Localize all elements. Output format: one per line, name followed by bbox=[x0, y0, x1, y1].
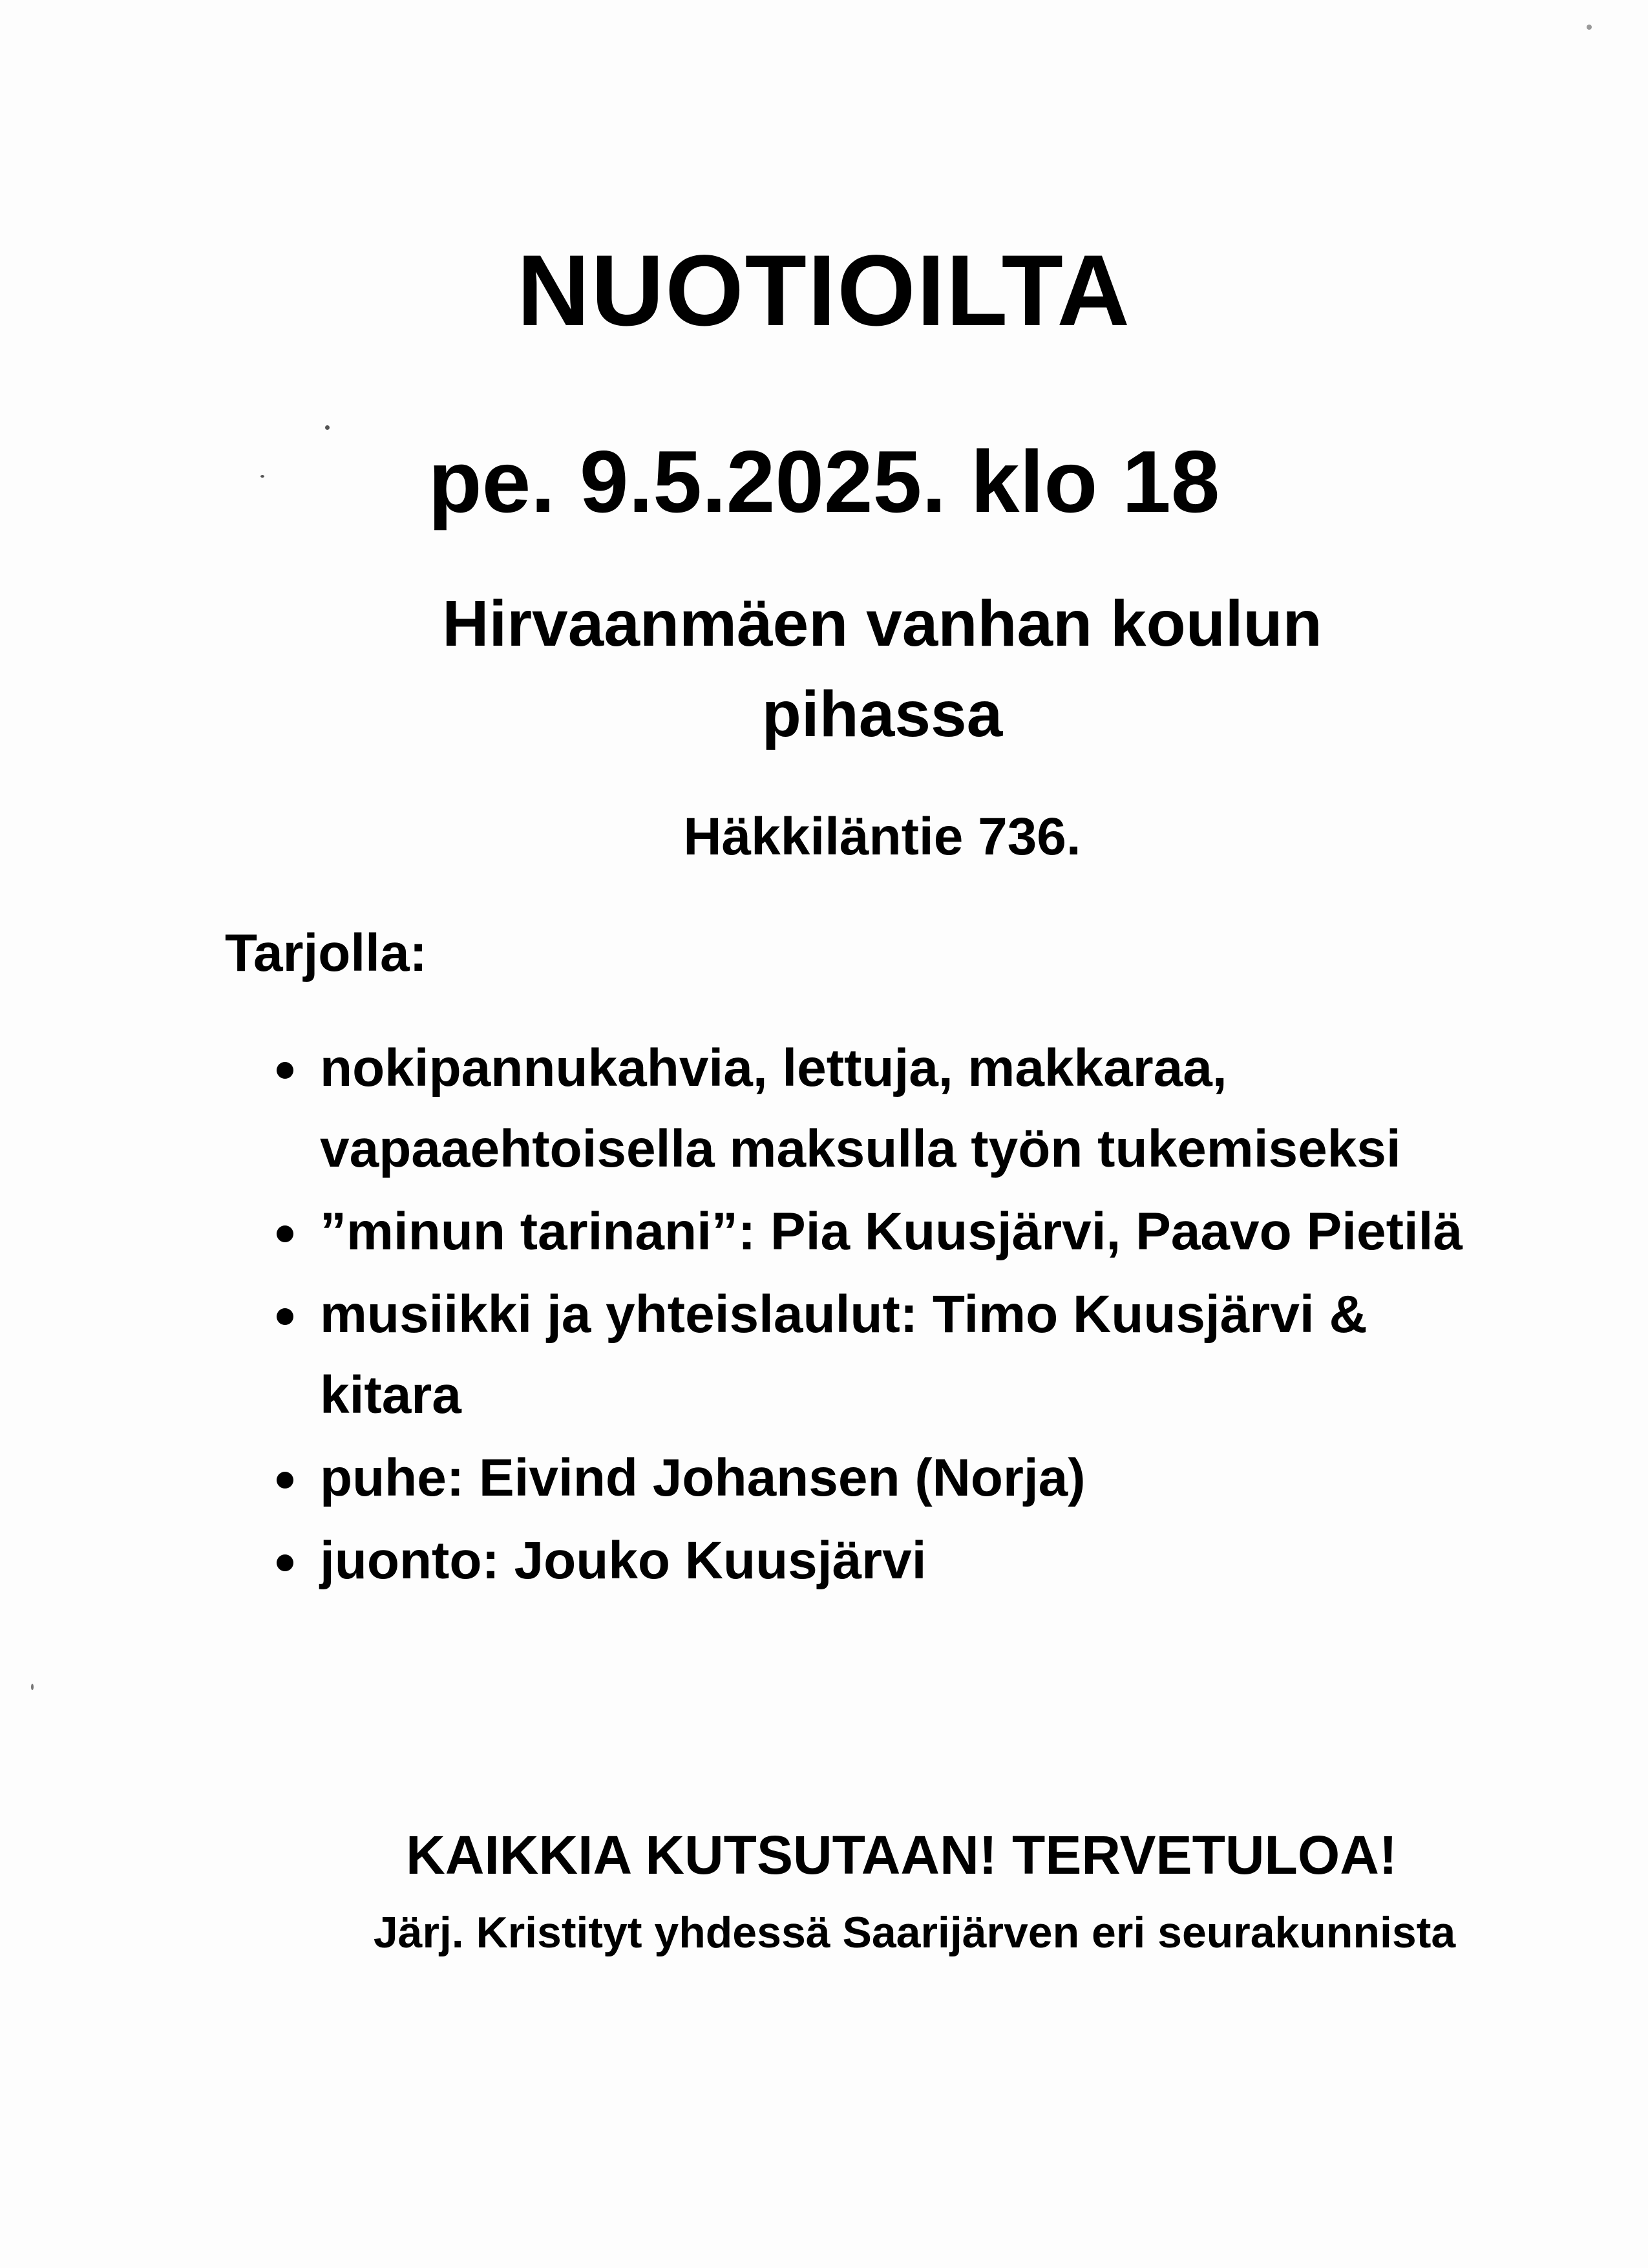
scan-speck bbox=[325, 425, 330, 430]
bullet-icon bbox=[277, 1062, 293, 1079]
event-venue: Hirvaanmäen vanhan koulun pihassa bbox=[442, 588, 1322, 750]
scan-speck bbox=[1587, 25, 1592, 30]
offer-list-item-text: musiikki ja yhteislaulut: Timo Kuusjärvi & kitara bbox=[320, 1285, 1368, 1425]
organizer-line: Järj. Kristityt yhdessä Saarijärven eri seurakunnista bbox=[373, 1908, 1456, 1957]
event-address: Häkkiläntie 736. bbox=[683, 807, 1081, 866]
bullet-icon bbox=[277, 1308, 293, 1325]
offer-list bbox=[0, 1028, 1648, 1603]
scan-speck bbox=[31, 1684, 34, 1690]
event-title: NUOTIOILTA bbox=[516, 235, 1132, 347]
offer-list-item bbox=[0, 1437, 1648, 1518]
offer-list-item bbox=[0, 1191, 1648, 1272]
offer-heading: Tarjolla: bbox=[225, 924, 427, 982]
offer-list-item-text: juonto: Jouko Kuusjärvi bbox=[320, 1531, 927, 1590]
bullet-icon bbox=[277, 1472, 293, 1489]
closing-invitation: KAIKKIA KUTSUTAAN! TERVETULOA! bbox=[406, 1825, 1397, 1885]
offer-list-item-text: puhe: Eivind Johansen (Norja) bbox=[320, 1448, 1086, 1507]
offer-list-item bbox=[0, 1520, 1648, 1601]
offer-list-item bbox=[0, 1028, 1648, 1189]
event-date-time: pe. 9.5.2025. klo 18 bbox=[428, 432, 1220, 531]
offer-list-item-text: ”minun tarinani”: Pia Kuusjärvi, Paavo Pietilä bbox=[320, 1202, 1463, 1261]
offer-list-item-text: nokipannukahvia, lettuja, makkaraa, vapaaehtoisella maksulla työn tukemiseksi bbox=[320, 1039, 1401, 1178]
bullet-icon bbox=[277, 1225, 293, 1242]
bullet-icon bbox=[277, 1554, 293, 1571]
offer-list-item bbox=[0, 1274, 1648, 1436]
